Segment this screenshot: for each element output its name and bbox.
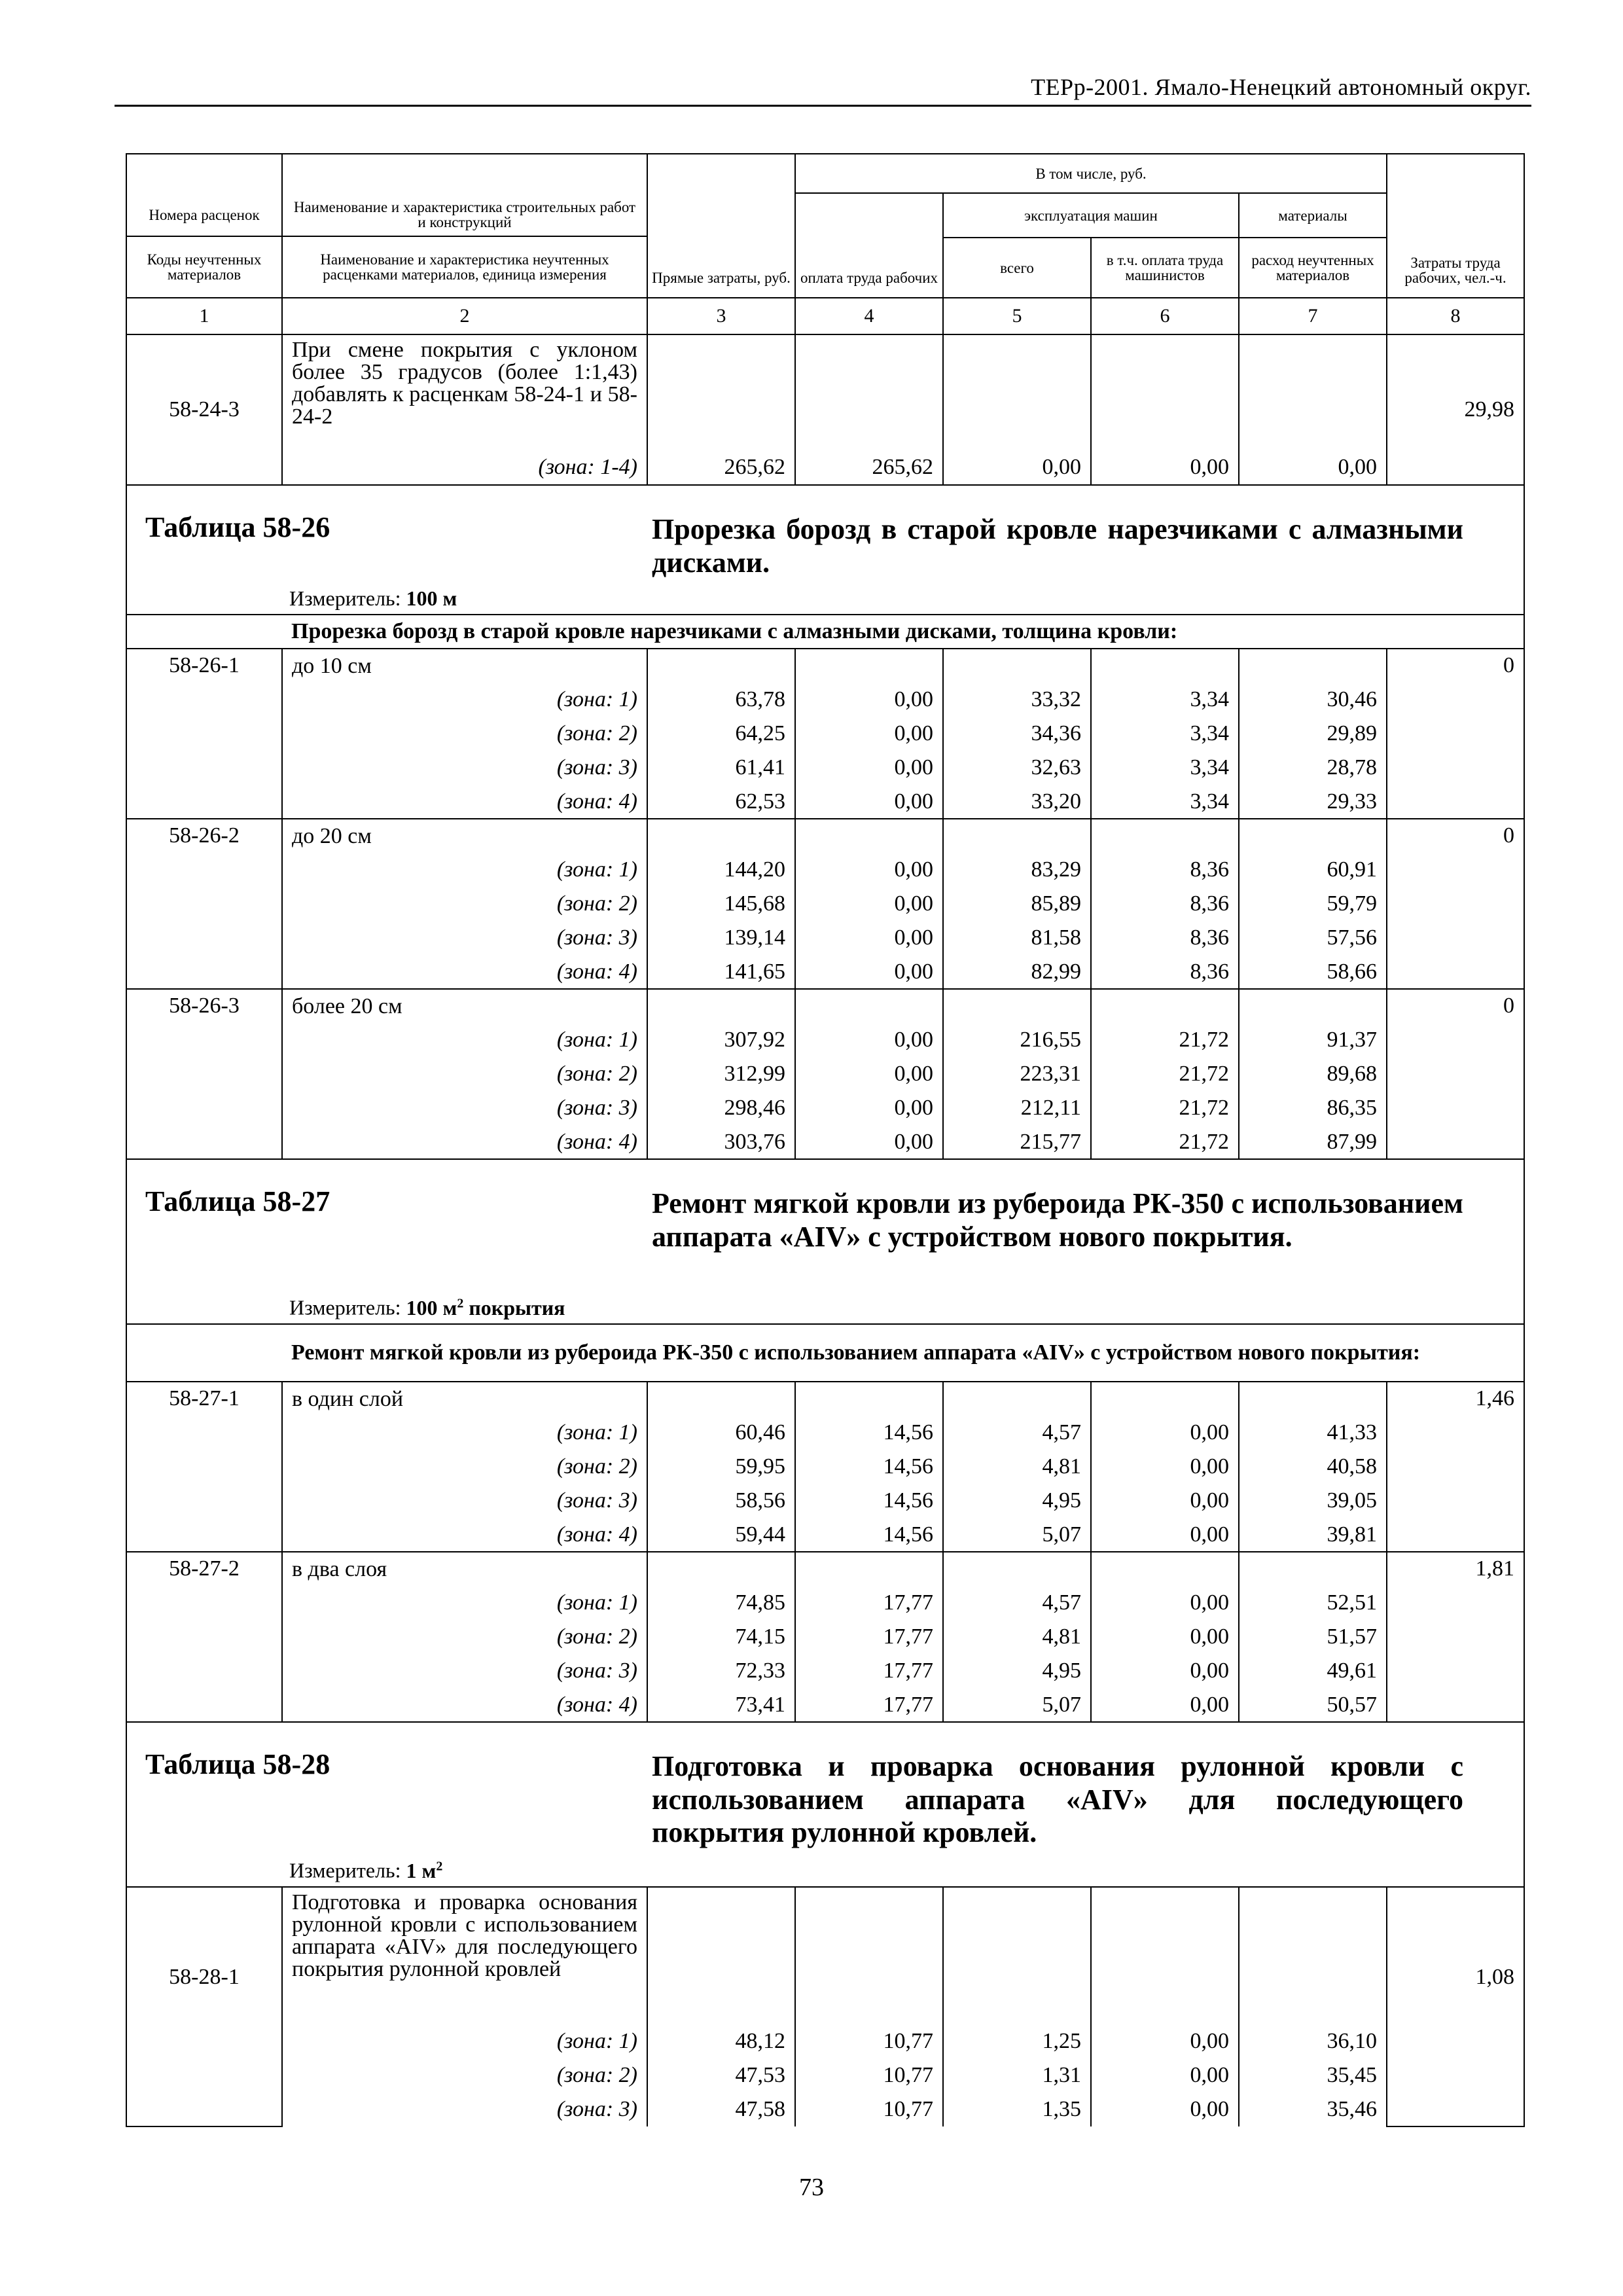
machines-wage-value: 21,72	[1091, 1057, 1239, 1091]
direct-cost-value: 312,99	[647, 1057, 795, 1091]
machines-total-value: 33,32	[943, 683, 1091, 717]
direct-cost-value: 48,12	[647, 2024, 795, 2058]
direct-cost-value: 59,44	[647, 1518, 795, 1552]
unit-suffix: покрытия	[463, 1296, 565, 1319]
machines-wage-value: 0,00	[1091, 1620, 1239, 1654]
unit-of-measure	[289, 1297, 565, 1318]
zone-label: (зона: 1)	[282, 1586, 647, 1620]
zone-label: (зона: 1)	[282, 683, 647, 717]
zone-label: (зона: 2)	[282, 1450, 647, 1484]
col-number: 1	[126, 298, 282, 334]
col-incl-header: В том числе, руб.	[795, 154, 1387, 193]
zone-row	[126, 1484, 1524, 1518]
materials-value: 39,05	[1239, 1484, 1387, 1518]
unit-label: Измеритель:	[289, 1296, 401, 1319]
zone-row	[126, 1057, 1524, 1091]
machines-total-value: 223,31	[943, 1057, 1091, 1091]
machines-total-value: 4,81	[943, 1450, 1091, 1484]
rate-code: 58-26-1	[126, 649, 282, 819]
wage-value: 0,00	[795, 1023, 943, 1057]
zone-label: (зона: 2)	[282, 717, 647, 751]
wage-value: 14,56	[795, 1450, 943, 1484]
wage-value: 17,77	[795, 1688, 943, 1722]
wage-value: 0,00	[795, 717, 943, 751]
materials-value: 30,46	[1239, 683, 1387, 717]
zone-label: (зона: 3)	[282, 751, 647, 785]
machines-total-value: 32,63	[943, 751, 1091, 785]
table-number: Таблица 58-27	[145, 1185, 330, 1217]
col-number: 3	[647, 298, 795, 334]
zone-label: (зона: 2)	[282, 887, 647, 921]
materials-value: 36,10	[1239, 2024, 1387, 2058]
materials-value: 89,68	[1239, 1057, 1387, 1091]
direct-cost-value: 74,15	[647, 1620, 795, 1654]
direct-cost-value: 144,20	[647, 853, 795, 887]
zone-row	[126, 1688, 1524, 1722]
materials-value: 0,00	[1239, 450, 1387, 485]
col-codes-header	[126, 154, 282, 298]
header-rule	[115, 105, 1531, 107]
labor-value: 29,98	[1387, 334, 1524, 485]
col-machines-header: эксплуатация машин	[943, 193, 1239, 238]
direct-cost-value: 307,92	[647, 1023, 795, 1057]
machines-wage-value: 0,00	[1091, 2092, 1239, 2126]
materials-value: 57,56	[1239, 921, 1387, 955]
zone-row	[126, 1416, 1524, 1450]
table-section-header	[126, 1159, 1524, 1324]
direct-cost-value: 60,46	[647, 1416, 795, 1450]
direct-cost-value: 72,33	[647, 1654, 795, 1688]
table-section-header	[126, 485, 1524, 615]
wage-value: 0,00	[795, 955, 943, 989]
materials-value: 49,61	[1239, 1654, 1387, 1688]
col-name-header	[282, 154, 647, 298]
direct-cost-value: 298,46	[647, 1091, 795, 1125]
col-number: 5	[943, 298, 1091, 334]
rate-code: 58-27-1	[126, 1382, 282, 1552]
machines-wage-value: 21,72	[1091, 1125, 1239, 1159]
running-header: ТЕРр-2001. Ямало-Ненецкий автономный округ.	[1031, 74, 1531, 100]
wage-value: 14,56	[795, 1416, 943, 1450]
rate-code: 58-27-2	[126, 1552, 282, 1722]
machines-total-value: 4,57	[943, 1416, 1091, 1450]
materials-value: 50,57	[1239, 1688, 1387, 1722]
wage-value: 17,77	[795, 1620, 943, 1654]
zone-row	[126, 1586, 1524, 1620]
machines-wage-value: 3,34	[1091, 751, 1239, 785]
zone-row	[126, 2058, 1524, 2092]
zone-row	[126, 2024, 1524, 2058]
direct-cost-value: 64,25	[647, 717, 795, 751]
materials-value: 39,81	[1239, 1518, 1387, 1552]
direct-cost-value: 47,58	[647, 2092, 795, 2126]
unit-label: Измеритель:	[289, 586, 401, 610]
zone-row	[126, 717, 1524, 751]
unit-value	[406, 1296, 565, 1319]
zone-label: (зона: 4)	[282, 785, 647, 819]
materials-value: 86,35	[1239, 1091, 1387, 1125]
machines-wage-value: 0,00	[1091, 1688, 1239, 1722]
zone-label: (зона: 1)	[282, 1023, 647, 1057]
zone-row	[126, 853, 1524, 887]
machines-total-value: 1,31	[943, 2058, 1091, 2092]
zone-label: (зона: 1)	[282, 1416, 647, 1450]
materials-value: 41,33	[1239, 1416, 1387, 1450]
zone-label: (зона: 2)	[282, 1620, 647, 1654]
machines-total-value: 83,29	[943, 853, 1091, 887]
machines-wage-value: 3,34	[1091, 683, 1239, 717]
wage-value: 0,00	[795, 683, 943, 717]
direct-cost-value: 61,41	[647, 751, 795, 785]
page-number: 73	[799, 2174, 824, 2201]
machines-total-value: 33,20	[943, 785, 1091, 819]
col-machines-total: всего	[943, 238, 1091, 298]
direct-cost-value: 63,78	[647, 683, 795, 717]
materials-value: 29,33	[1239, 785, 1387, 819]
unit-label: Измеритель:	[289, 1859, 401, 1882]
unit-value-text: 100 м	[406, 586, 457, 610]
col-machines-wages: в т.ч. оплата труда машинистов	[1091, 238, 1239, 298]
direct-cost-value: 47,53	[647, 2058, 795, 2092]
zone-row	[126, 1125, 1524, 1159]
machines-wage-value: 21,72	[1091, 1023, 1239, 1057]
machines-wage-value: 0,00	[1091, 1654, 1239, 1688]
labor-value: 1,46	[1387, 1382, 1524, 1552]
machines-wage-value: 0,00	[1091, 2024, 1239, 2058]
rate-name: Подготовка и проварка основания рулонной кровли с использованием аппарата «AIV» для последующего покрытия рулонной кровлей	[282, 1887, 647, 2024]
wage-value: 0,00	[795, 921, 943, 955]
rate-code: 58-26-3	[126, 989, 282, 1159]
machines-total-value: 85,89	[943, 887, 1091, 921]
wage-value: 265,62	[795, 450, 943, 485]
col-codes-bottom: Коды неучтенных материалов	[147, 251, 262, 283]
zone-label: (зона: 3)	[282, 1091, 647, 1125]
col-direct-costs: Прямые затраты, руб.	[647, 154, 795, 298]
col-number: 8	[1387, 298, 1524, 334]
rate-name: до 10 см	[282, 649, 647, 683]
col-number: 7	[1239, 298, 1387, 334]
labor-value: 0	[1387, 989, 1524, 1159]
materials-value: 58,66	[1239, 955, 1387, 989]
direct-cost-value: 145,68	[647, 887, 795, 921]
zone-row	[126, 955, 1524, 989]
machines-total-value: 4,57	[943, 1586, 1091, 1620]
zone-label: (зона: 3)	[282, 921, 647, 955]
zone-row	[126, 751, 1524, 785]
machines-total-value: 4,95	[943, 1654, 1091, 1688]
unit-exponent: 2	[457, 1296, 464, 1311]
unit-of-measure	[289, 1859, 442, 1881]
col-wages: оплата труда рабочих	[795, 193, 943, 298]
zone-row	[126, 1450, 1524, 1484]
machines-wage-value: 0,00	[1091, 1450, 1239, 1484]
zone-label: (зона: 3)	[282, 1484, 647, 1518]
labor-value: 1,81	[1387, 1552, 1524, 1722]
materials-value: 91,37	[1239, 1023, 1387, 1057]
zone-row	[126, 1620, 1524, 1654]
machines-total-value: 81,58	[943, 921, 1091, 955]
table-number: Таблица 58-28	[145, 1748, 330, 1780]
zone-row	[126, 2092, 1524, 2126]
zone-row	[126, 1518, 1524, 1552]
group-subheading: Прорезка борозд в старой кровле нарезчиками с алмазными дисками, толщина кровли:	[282, 615, 1524, 649]
materials-value: 59,79	[1239, 887, 1387, 921]
wage-value: 10,77	[795, 2092, 943, 2126]
machines-wage-value: 0,00	[1091, 1416, 1239, 1450]
col-materials-header: материалы	[1239, 193, 1387, 238]
machines-wage-value: 0,00	[1091, 1484, 1239, 1518]
zone-row	[126, 683, 1524, 717]
unit-exponent: 2	[436, 1859, 443, 1874]
rate-name: более 20 см	[282, 989, 647, 1023]
unit-of-measure	[289, 588, 457, 609]
wage-value: 0,00	[795, 853, 943, 887]
machines-total-value: 216,55	[943, 1023, 1091, 1057]
machines-wage-value: 21,72	[1091, 1091, 1239, 1125]
rate-name: в два слоя	[282, 1552, 647, 1586]
wage-value: 0,00	[795, 1125, 943, 1159]
machines-total-value: 215,77	[943, 1125, 1091, 1159]
machines-total-value: 82,99	[943, 955, 1091, 989]
machines-total-value: 5,07	[943, 1688, 1091, 1722]
machines-wage-value: 0,00	[1091, 2058, 1239, 2092]
wage-value: 10,77	[795, 2024, 943, 2058]
zone-row	[126, 1023, 1524, 1057]
wage-value: 0,00	[795, 1091, 943, 1125]
machines-total-value: 0,00	[943, 450, 1091, 485]
zone-label: (зона: 2)	[282, 1057, 647, 1091]
machines-wage-value: 0,00	[1091, 1586, 1239, 1620]
machines-total-value: 4,95	[943, 1484, 1091, 1518]
col-number: 2	[282, 298, 647, 334]
machines-wage-value: 0,00	[1091, 450, 1239, 485]
wage-value: 0,00	[795, 785, 943, 819]
machines-wage-value: 8,36	[1091, 887, 1239, 921]
table-section-header	[126, 1722, 1524, 1887]
direct-cost-value: 73,41	[647, 1688, 795, 1722]
col-materials-unaccounted: расход неучтенных материалов	[1239, 238, 1387, 298]
wage-value: 10,77	[795, 2058, 943, 2092]
direct-cost-value: 303,76	[647, 1125, 795, 1159]
labor-value: 1,08	[1387, 1887, 1524, 2126]
unit-value-text: 100 м	[406, 1296, 457, 1319]
machines-wage-value: 3,34	[1091, 717, 1239, 751]
rate-name: до 20 см	[282, 819, 647, 853]
zone-label: (зона: 3)	[282, 2092, 647, 2126]
machines-wage-value: 8,36	[1091, 853, 1239, 887]
wage-value: 0,00	[795, 751, 943, 785]
direct-cost-value: 139,14	[647, 921, 795, 955]
wage-value: 14,56	[795, 1518, 943, 1552]
rate-name: При смене покрытия с уклоном более 35 градусов (более 1:1,43) добавлять к расценкам 58-24-1 и 58-24-2	[282, 334, 647, 450]
col-codes-top: Номера расценок	[127, 194, 281, 237]
table-title: Прорезка борозд в старой кровле нарезчиками с алмазными дисками.	[652, 513, 1463, 579]
zone-row	[126, 887, 1524, 921]
materials-value: 28,78	[1239, 751, 1387, 785]
zone-row	[126, 921, 1524, 955]
materials-value: 29,89	[1239, 717, 1387, 751]
wage-value: 17,77	[795, 1654, 943, 1688]
price-table	[126, 153, 1525, 2127]
wage-value: 17,77	[795, 1586, 943, 1620]
materials-value: 51,57	[1239, 1620, 1387, 1654]
wage-value: 14,56	[795, 1484, 943, 1518]
rate-name: в один слой	[282, 1382, 647, 1416]
materials-value: 35,46	[1239, 2092, 1387, 2126]
rate-code: 58-24-3	[126, 334, 282, 485]
zone-label: (зона: 1)	[282, 853, 647, 887]
machines-wage-value: 3,34	[1091, 785, 1239, 819]
machines-total-value: 4,81	[943, 1620, 1091, 1654]
zone-label: (зона: 1)	[282, 2024, 647, 2058]
zone-label: (зона: 4)	[282, 955, 647, 989]
unit-value	[406, 1859, 443, 1882]
wage-value: 0,00	[795, 1057, 943, 1091]
machines-total-value: 34,36	[943, 717, 1091, 751]
labor-value: 0	[1387, 649, 1524, 819]
materials-value: 60,91	[1239, 853, 1387, 887]
machines-wage-value: 8,36	[1091, 955, 1239, 989]
col-number: 4	[795, 298, 943, 334]
rate-code: 58-28-1	[126, 1887, 282, 2126]
table-title: Ремонт мягкой кровли из рубероида РК-350 с использованием аппарата «AIV» с устройством нового покрытия.	[652, 1187, 1463, 1253]
zone-label: (зона: 1-4)	[282, 450, 647, 485]
direct-cost-value: 59,95	[647, 1450, 795, 1484]
direct-cost-value: 58,56	[647, 1484, 795, 1518]
unit-value-text: 1 м	[406, 1859, 437, 1882]
group-subheading: Ремонт мягкой кровли из рубероида РК-350 с использованием аппарата «AIV» с устройством нового покрытия:	[282, 1324, 1524, 1382]
materials-value: 40,58	[1239, 1450, 1387, 1484]
labor-value: 0	[1387, 819, 1524, 989]
materials-value: 35,45	[1239, 2058, 1387, 2092]
machines-wage-value: 0,00	[1091, 1518, 1239, 1552]
table-title: Подготовка и проварка основания рулонной кровли с использованием аппарата «AIV» для последующего покрытия рулонной кровлей.	[652, 1750, 1463, 1849]
zone-label: (зона: 3)	[282, 1654, 647, 1688]
materials-value: 52,51	[1239, 1586, 1387, 1620]
zone-label: (зона: 4)	[282, 1125, 647, 1159]
zone-row	[126, 1091, 1524, 1125]
direct-cost-value: 141,65	[647, 955, 795, 989]
direct-cost-value: 265,62	[647, 450, 795, 485]
machines-total-value: 1,25	[943, 2024, 1091, 2058]
zone-label: (зона: 4)	[282, 1518, 647, 1552]
zone-label: (зона: 2)	[282, 2058, 647, 2092]
col-number: 6	[1091, 298, 1239, 334]
zone-label: (зона: 4)	[282, 1688, 647, 1722]
table-number: Таблица 58-26	[145, 511, 330, 543]
col-name-bottom: Наименование и характеристика неучтенных расценками материалов, единица измерения	[320, 251, 609, 283]
direct-cost-value: 62,53	[647, 785, 795, 819]
direct-cost-value: 74,85	[647, 1586, 795, 1620]
materials-value: 87,99	[1239, 1125, 1387, 1159]
unit-value	[406, 586, 457, 610]
machines-total-value: 1,35	[943, 2092, 1091, 2126]
col-name-top: Наименование и характеристика строительных работ и конструкций	[283, 194, 647, 237]
machines-total-value: 212,11	[943, 1091, 1091, 1125]
machines-wage-value: 8,36	[1091, 921, 1239, 955]
zone-row	[126, 785, 1524, 819]
col-labor-costs: Затраты труда рабочих, чел.-ч.	[1387, 154, 1524, 298]
zone-row	[126, 1654, 1524, 1688]
machines-total-value: 5,07	[943, 1518, 1091, 1552]
wage-value: 0,00	[795, 887, 943, 921]
rate-code: 58-26-2	[126, 819, 282, 989]
